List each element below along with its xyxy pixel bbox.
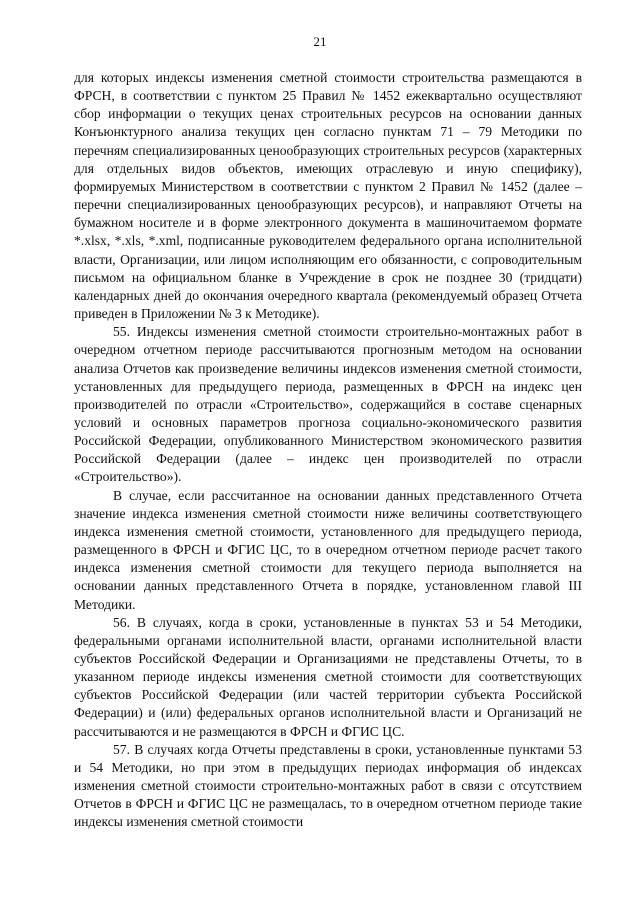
document-body: [74, 69, 582, 832]
paragraph-continuation: для которых индексы изменения сметной стоимости строительства размещаются в ФРСН, в соответствии с пунктом 25 Правил № 1452 ежеквартально осуществляют сбор информации о текущих ценах строительных ресурсов на основании данных Конъюнктурного анализа текущих цен согласно пунктам 71 – 79 Методики по перечням специализированных ценообразующих строительных ресурсов (характерных для отдельных видов объектов, имеющих отраслевую и иную специфику), формируемых Министерством в соответствии с пунктом 2 Правил № 1452 (далее – перечни специализированных ценообразующих ресурсов), и направляют Отчеты на бумажном носителе и в форме электронного документа в машиночитаемом формате *.xlsx, *.xls, *.xml, подписанные руководителем федерального органа исполнительной власти, Организации, или лицом исполняющим его обязанности, с сопроводительным письмом на официальном бланке в Учреждение в срок не позднее 30 (тридцати) календарных дней до окончания очередного квартала (рекомендуемый образец Отчета приведен в Приложении № 3 к Методике).: [74, 70, 582, 322]
paragraph-55-case: В случае, если рассчитанное на основании данных представленного Отчета значение индекса изменения сметной стоимости ниже величины соответствующего индекса изменения сметной стоимости, установленного для предыдущего периода, размещенного в ФРСН и ФГИС ЦС, то в очередном отчетном периоде расчет такого индекса изменения сметной стоимости для текущего периода выполняется на основании данных представленного Отчета в порядке, установленном главой III Методики.: [74, 487, 582, 612]
paragraph-57: 57. В случаях когда Отчеты представлены в сроки, установленные пунктами 53 и 54 Методики, но при этом в предыдущих периодах информация об индексах изменения сметной стоимости строительно-монтажных работ в связи с отсутствием Отчетов в ФРСН и ФГИС ЦС не размещалась, то в очередном отчетном периоде такие индексы изменения сметной стоимости: [74, 741, 582, 830]
paragraph-56: 56. В случаях, когда в сроки, установленные в пунктах 53 и 54 Методики, федеральными органами исполнительной власти, органами исполнительной власти субъектов Российской Федерации и Организациями не представлены Отчеты, то в указанном периоде индексы изменения сметной стоимости для соответствующих субъектов Российской Федерации (или частей территории субъекта Российской Федерации) и (или) федеральных органов исполнительной власти и Организаций не рассчитываются и не размещаются в ФРСН и ФГИС ЦС.: [74, 614, 582, 739]
paragraph-55: 55. Индексы изменения сметной стоимости строительно-монтажных работ в очередном отчетном периоде рассчитываются прогнозным методом на основании анализа Отчетов как произведение величины индексов изменения сметной стоимости, установленных для предыдущего периода, размещенных в ФРСН на индекс цен производителей по отрасли «Строительство», содержащийся в составе сценарных условий и основных параметров прогноза социально-экономического развития Российской Федерации, опубликованного Министерством экономического развития Российской Федерации (далее – индекс цен производителей по отрасли «Строительство»).: [74, 324, 582, 485]
page-number: 21: [313, 34, 327, 49]
